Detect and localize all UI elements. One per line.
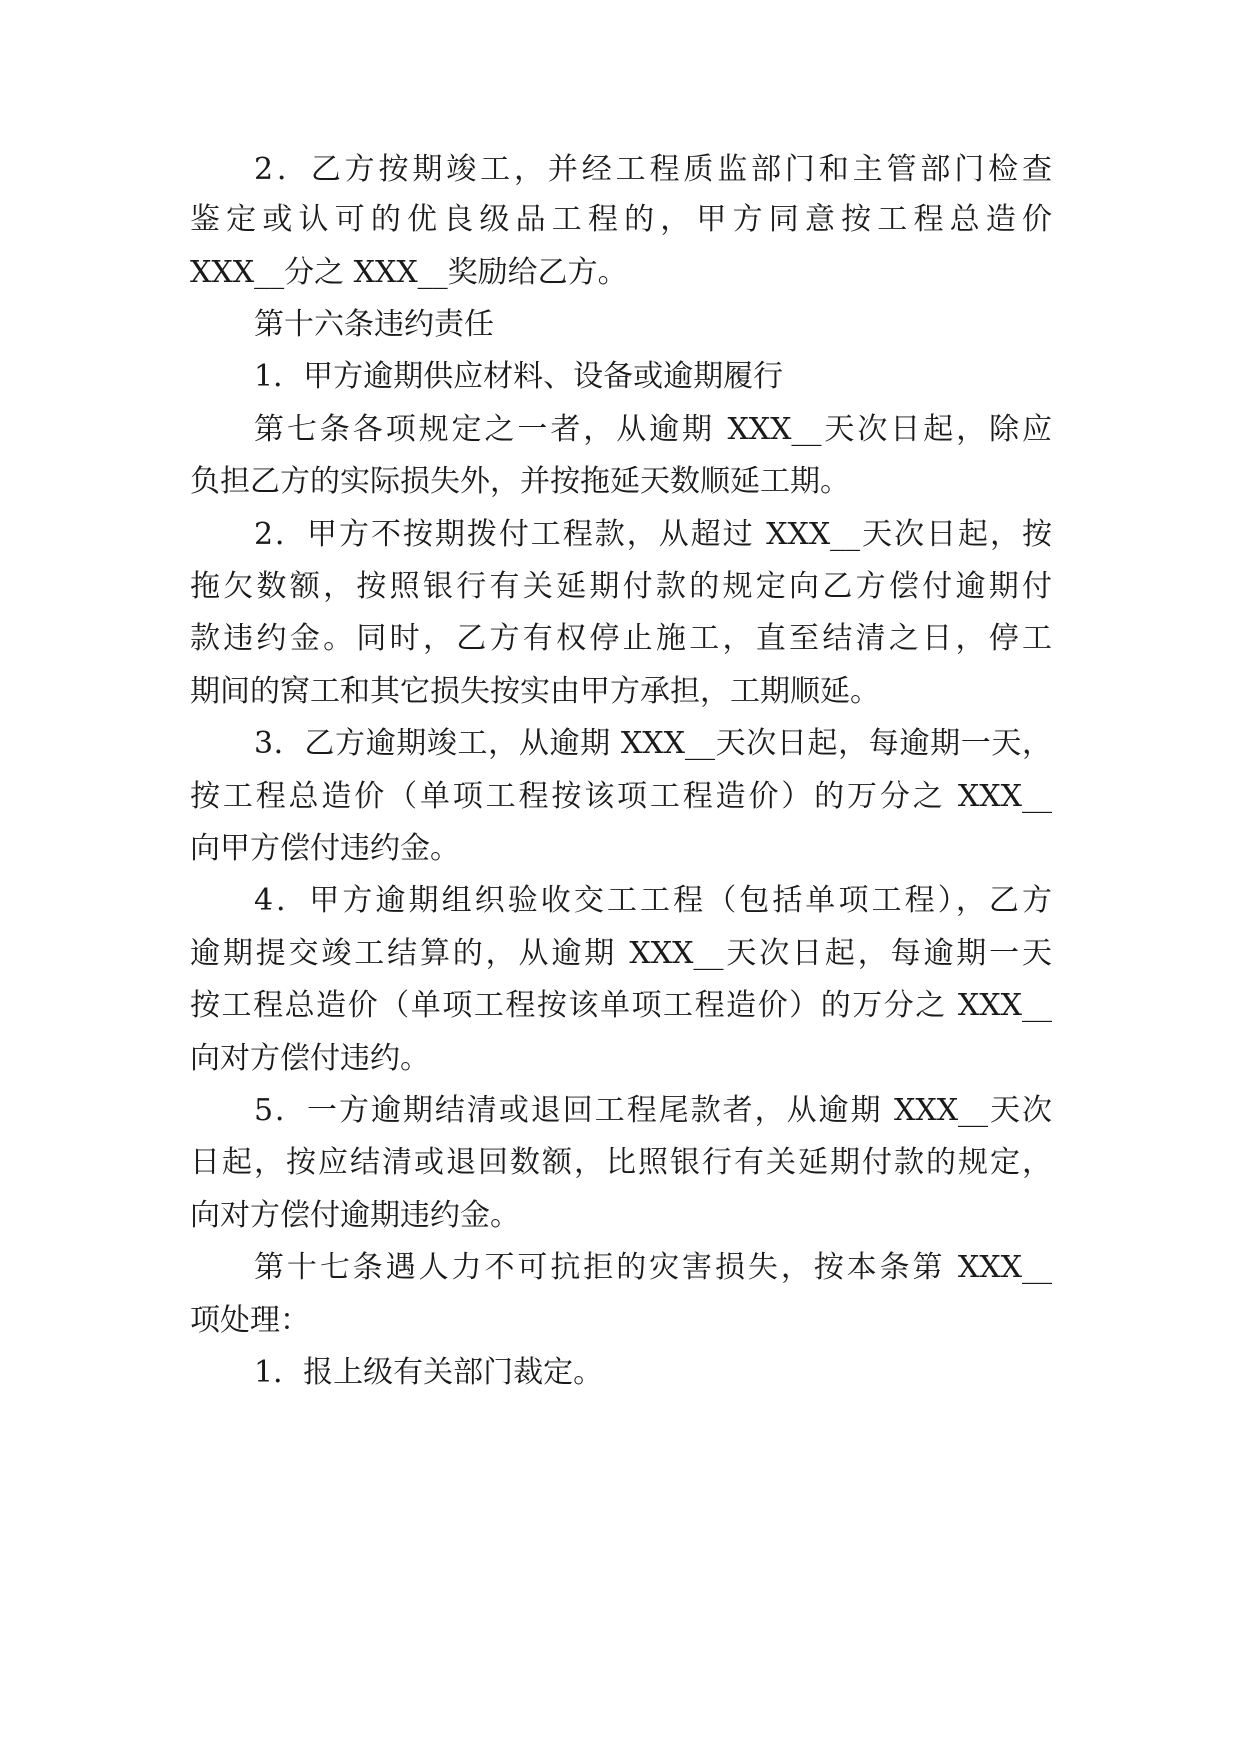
paragraph-line: 向甲方偿付违约金。	[190, 831, 460, 866]
section-heading: 第十六条违约责任	[254, 307, 494, 342]
paragraph-line: 项处理：	[190, 1303, 310, 1338]
paragraph-line: 期间的窝工和其它损失按实由甲方承担，工期顺延。	[190, 674, 880, 709]
paragraph-line: 向对方偿付逾期违约金。	[190, 1198, 520, 1233]
section-heading: 第十七条遇人力不可抗拒的灾害损失，按本条第 XXX__	[254, 1250, 1052, 1285]
paragraph-line: 5．一方逾期结清或退回工程尾款者，从逾期 XXX__天次	[254, 1093, 1052, 1128]
paragraph-line: 2．乙方按期竣工，并经工程质监部门和主管部门检查	[254, 152, 1052, 187]
paragraph-line: 按工程总造价（单项工程按该项工程造价）的万分之 XXX__	[190, 779, 1052, 814]
paragraph-line: 2．甲方不按期拨付工程款，从超过 XXX__天次日起，按	[254, 517, 1052, 552]
paragraph-line: 逾期提交竣工结算的，从逾期 XXX__天次日起，每逾期一天	[190, 936, 1052, 971]
paragraph-line: 3．乙方逾期竣工，从逾期 XXX__天次日起，每逾期一天，	[254, 726, 1052, 761]
paragraph-line: 负担乙方的实际损失外，并按拖延天数顺延工期。	[190, 464, 850, 499]
paragraph-line: 第七条各项规定之一者，从逾期 XXX__天次日起，除应	[254, 412, 1052, 447]
paragraph-line: 1．甲方逾期供应材料、设备或逾期履行	[254, 359, 784, 394]
paragraph-line: 按工程总造价（单项工程按该单项工程造价）的万分之 XXX__	[190, 988, 1052, 1023]
paragraph-line: 日起，按应结清或退回数额，比照银行有关延期付款的规定，	[190, 1145, 1052, 1180]
paragraph-line: 款违约金。同时，乙方有权停止施工，直至结清之日，停工	[190, 621, 1052, 656]
paragraph-line: 1．报上级有关部门裁定。	[254, 1355, 604, 1390]
paragraph-line: 4．甲方逾期组织验收交工工程（包括单项工程），乙方	[254, 883, 1052, 918]
paragraph-line: XXX__分之 XXX__奖励给乙方。	[190, 255, 628, 290]
paragraph-line: 向对方偿付违约。	[190, 1041, 430, 1076]
paragraph-line: 鉴定或认可的优良级品工程的，甲方同意按工程总造价	[190, 202, 1052, 237]
paragraph-line: 拖欠数额，按照银行有关延期付款的规定向乙方偿付逾期付	[190, 569, 1052, 604]
